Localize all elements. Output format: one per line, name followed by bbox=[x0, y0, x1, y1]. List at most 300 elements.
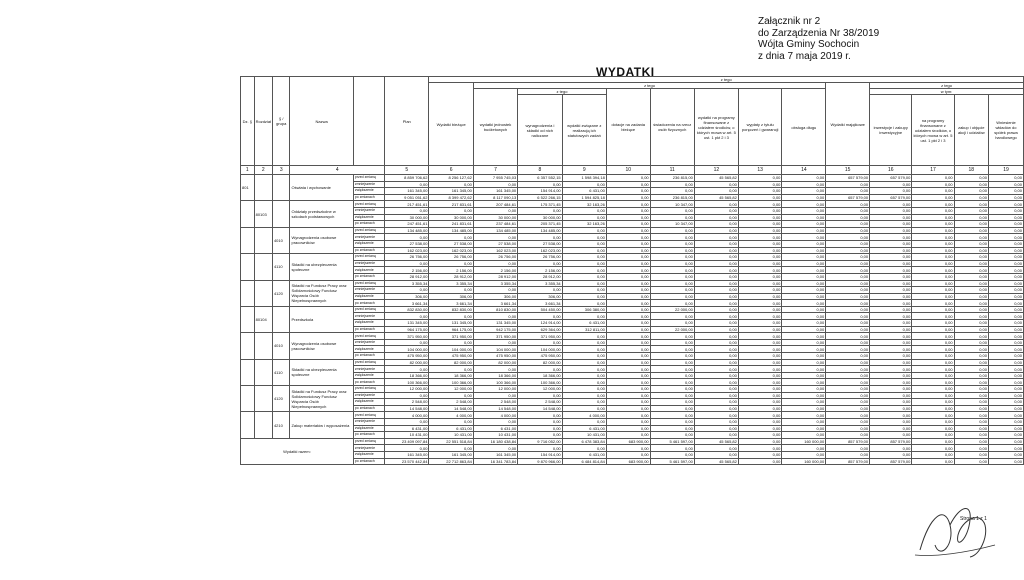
col-dz: Dz. § bbox=[241, 77, 255, 166]
value-cell: 0,00 bbox=[518, 313, 562, 320]
value-cell: 0,00 bbox=[988, 194, 1023, 201]
value-cell: 8 859 706,62 bbox=[385, 175, 429, 182]
name-cell: Oświata i wychowanie bbox=[290, 175, 353, 201]
value-cell: 3 661,34 bbox=[518, 300, 562, 307]
value-cell: 0,00 bbox=[518, 287, 562, 294]
value-cell: 0,00 bbox=[738, 359, 782, 366]
value-cell: 0,00 bbox=[518, 418, 562, 425]
value-cell: 3 355,34 bbox=[518, 280, 562, 287]
row-kind-label: zwiększenie bbox=[353, 320, 384, 327]
row-kind-label: zwiększenie bbox=[353, 451, 384, 458]
col-zakup-akcji: zakup i objęcie akcji i udziałów bbox=[954, 95, 988, 166]
value-cell: 0,00 bbox=[385, 313, 429, 320]
value-cell: 0,00 bbox=[606, 273, 650, 280]
value-cell: 0,00 bbox=[562, 273, 606, 280]
value-cell: 0,00 bbox=[988, 207, 1023, 214]
value-cell: 0,00 bbox=[870, 353, 912, 360]
value-cell: 0,00 bbox=[954, 227, 988, 234]
value-cell: 0,00 bbox=[782, 326, 826, 333]
table-row bbox=[241, 227, 1024, 234]
value-cell: 0,00 bbox=[870, 247, 912, 254]
value-cell: 28 912,00 bbox=[473, 273, 517, 280]
value-cell: 0,00 bbox=[782, 227, 826, 234]
value-cell: 0,00 bbox=[606, 320, 650, 327]
value-cell: 100 366,00 bbox=[429, 379, 473, 386]
table-row bbox=[241, 175, 1024, 182]
value-cell: 0,00 bbox=[988, 405, 1023, 412]
value-cell: 0,00 bbox=[738, 181, 782, 188]
signature-image bbox=[910, 495, 1000, 565]
value-cell: 0,00 bbox=[518, 339, 562, 346]
value-cell: 0,00 bbox=[606, 175, 650, 182]
value-cell: 0,00 bbox=[606, 267, 650, 274]
table-row bbox=[241, 399, 1024, 406]
value-cell: 0,00 bbox=[870, 425, 912, 432]
value-cell: 0,00 bbox=[606, 326, 650, 333]
value-cell: 0,00 bbox=[782, 240, 826, 247]
value-cell: 0,00 bbox=[954, 432, 988, 439]
value-cell: 0,00 bbox=[473, 234, 517, 241]
value-cell: 810 830,00 bbox=[473, 306, 517, 313]
row-kind-label: zmniejszenie bbox=[353, 260, 384, 267]
rozdzial-cell bbox=[254, 386, 272, 412]
row-kind-label: po zmianach bbox=[353, 353, 384, 360]
row-kind-label: po zmianach bbox=[353, 432, 384, 439]
value-cell: 0,00 bbox=[518, 260, 562, 267]
value-cell: 0,00 bbox=[738, 273, 782, 280]
value-cell: 0,00 bbox=[912, 306, 954, 313]
value-cell: 3 355,34 bbox=[429, 280, 473, 287]
value-cell: 0,00 bbox=[954, 175, 988, 182]
value-cell: 0,00 bbox=[782, 386, 826, 393]
row-kind-label: zmniejszenie bbox=[353, 287, 384, 294]
value-cell: 0,00 bbox=[870, 372, 912, 379]
value-cell: 0,00 bbox=[826, 267, 870, 274]
value-cell: 0,00 bbox=[694, 432, 738, 439]
value-cell: 0,00 bbox=[826, 293, 870, 300]
dz-cell: 801 bbox=[241, 175, 255, 201]
value-cell: 0,00 bbox=[429, 207, 473, 214]
value-cell: 0,00 bbox=[606, 227, 650, 234]
value-cell: 942 175,00 bbox=[473, 326, 517, 333]
value-cell: 82 000,00 bbox=[473, 359, 517, 366]
value-cell: 0,00 bbox=[988, 412, 1023, 419]
value-cell: 3 661,34 bbox=[473, 300, 517, 307]
value-cell: 0,00 bbox=[912, 425, 954, 432]
row-kind-label: po zmianach bbox=[353, 273, 384, 280]
value-cell: 0,00 bbox=[912, 326, 954, 333]
value-cell: 18 366,00 bbox=[429, 372, 473, 379]
value-cell: 0,00 bbox=[988, 438, 1023, 445]
value-cell: 10 347,00 bbox=[650, 221, 694, 228]
value-cell: 26 756,00 bbox=[429, 254, 473, 261]
col-number: 9 bbox=[562, 166, 606, 175]
value-cell: 207 484,61 bbox=[473, 201, 517, 208]
value-cell: 0,00 bbox=[650, 445, 694, 452]
value-cell: 160 000,00 bbox=[782, 438, 826, 445]
value-cell: 0,00 bbox=[954, 194, 988, 201]
table-row bbox=[241, 306, 1024, 313]
value-cell: 0,00 bbox=[988, 188, 1023, 195]
value-cell: 0,00 bbox=[988, 240, 1023, 247]
value-cell: 0,00 bbox=[694, 188, 738, 195]
table-row bbox=[241, 359, 1024, 366]
value-cell: 0,00 bbox=[650, 432, 694, 439]
value-cell: 27 538,00 bbox=[473, 240, 517, 247]
row-kind-label: zmniejszenie bbox=[353, 313, 384, 320]
value-cell: 0,00 bbox=[826, 386, 870, 393]
value-cell: 0,00 bbox=[694, 412, 738, 419]
table-row bbox=[241, 247, 1024, 254]
value-cell: 0,00 bbox=[738, 267, 782, 274]
value-cell: 0,00 bbox=[870, 240, 912, 247]
dz-cell bbox=[241, 333, 255, 359]
value-cell: 0,00 bbox=[429, 234, 473, 241]
value-cell: 7 955 745,03 bbox=[473, 175, 517, 182]
value-cell: 0,00 bbox=[870, 405, 912, 412]
value-cell: 6 431,00 bbox=[385, 425, 429, 432]
value-cell: 0,00 bbox=[694, 313, 738, 320]
col-number: 6 bbox=[429, 166, 473, 175]
value-cell: 0,00 bbox=[738, 333, 782, 340]
col-number: 11 bbox=[650, 166, 694, 175]
value-cell: 0,00 bbox=[826, 412, 870, 419]
value-cell: 0,00 bbox=[650, 333, 694, 340]
table-row bbox=[241, 254, 1024, 261]
value-cell: 0,00 bbox=[562, 207, 606, 214]
value-cell: 0,00 bbox=[826, 418, 870, 425]
value-cell: 0,00 bbox=[870, 392, 912, 399]
value-cell: 1 594 825,18 bbox=[562, 194, 606, 201]
value-cell: 0,00 bbox=[429, 313, 473, 320]
value-cell: 0,00 bbox=[870, 445, 912, 452]
value-cell: 306 380,00 bbox=[562, 306, 606, 313]
value-cell: 6 431,00 bbox=[429, 425, 473, 432]
value-cell: 6 431,00 bbox=[562, 425, 606, 432]
value-cell: 832 830,00 bbox=[385, 306, 429, 313]
value-cell: 0,00 bbox=[782, 293, 826, 300]
value-cell: 82 000,00 bbox=[518, 359, 562, 366]
value-cell: 0,00 bbox=[870, 181, 912, 188]
expenditure-table bbox=[240, 76, 1024, 465]
value-cell: 0,00 bbox=[870, 287, 912, 294]
value-cell: 27 538,00 bbox=[429, 240, 473, 247]
value-cell: 0,00 bbox=[782, 399, 826, 406]
value-cell: 16 180 438,84 bbox=[473, 438, 517, 445]
value-cell: 0,00 bbox=[606, 359, 650, 366]
value-cell: 0,00 bbox=[694, 247, 738, 254]
value-cell: 0,00 bbox=[694, 234, 738, 241]
col-obsluga: obsługa długu bbox=[782, 89, 826, 166]
value-cell: 0,00 bbox=[782, 287, 826, 294]
value-cell: 0,00 bbox=[870, 188, 912, 195]
value-cell: 0,00 bbox=[694, 399, 738, 406]
value-cell: 0,00 bbox=[694, 240, 738, 247]
total-label: Wydatki razem: bbox=[241, 438, 354, 464]
value-cell: 160 000,00 bbox=[782, 458, 826, 465]
value-cell: 0,00 bbox=[606, 254, 650, 261]
row-kind-label: po zmianach bbox=[353, 221, 384, 228]
value-cell: 0,00 bbox=[606, 194, 650, 201]
value-cell: 0,00 bbox=[694, 201, 738, 208]
value-cell: 0,00 bbox=[738, 320, 782, 327]
rozdzial-cell bbox=[254, 227, 272, 253]
row-kind-label: zwiększenie bbox=[353, 399, 384, 406]
value-cell: 0,00 bbox=[738, 280, 782, 287]
row-kind-label: przed zmianą bbox=[353, 280, 384, 287]
value-cell: 0,00 bbox=[988, 267, 1023, 274]
value-cell: 4 000,00 bbox=[385, 412, 429, 419]
value-cell: 0,00 bbox=[912, 280, 954, 287]
value-cell: 0,00 bbox=[826, 405, 870, 412]
col-number: 2 bbox=[254, 166, 272, 175]
name-cell: Składki na ubezpieczenia społeczne bbox=[290, 254, 353, 280]
value-cell: 0,00 bbox=[473, 207, 517, 214]
value-cell: 0,00 bbox=[429, 181, 473, 188]
value-cell: 0,00 bbox=[650, 372, 694, 379]
col-number: 15 bbox=[826, 166, 870, 175]
name-cell: Oddziały przedszkolne w szkołach podstawowych bbox=[290, 201, 353, 227]
value-cell: 0,00 bbox=[988, 181, 1023, 188]
row-kind-label: przed zmianą bbox=[353, 175, 384, 182]
value-cell: 0,00 bbox=[870, 366, 912, 373]
value-cell: 371 950,00 bbox=[473, 333, 517, 340]
value-cell: 0,00 bbox=[606, 451, 650, 458]
value-cell: 0,00 bbox=[562, 260, 606, 267]
col-rozdzial: Rozdział bbox=[254, 77, 272, 166]
col-wydatki-biezace: Wydatki bieżące bbox=[429, 83, 473, 166]
value-cell: 0,00 bbox=[694, 221, 738, 228]
value-cell: 0,00 bbox=[782, 432, 826, 439]
value-cell: 18 366,00 bbox=[473, 372, 517, 379]
value-cell: 0,00 bbox=[518, 425, 562, 432]
value-cell: 0,00 bbox=[782, 359, 826, 366]
value-cell: 0,00 bbox=[385, 287, 429, 294]
value-cell: 0,00 bbox=[650, 418, 694, 425]
value-cell: 0,00 bbox=[912, 247, 954, 254]
value-cell: 0,00 bbox=[562, 240, 606, 247]
value-cell: 0,00 bbox=[826, 333, 870, 340]
row-kind-label: zwiększenie bbox=[353, 214, 384, 221]
value-cell: 0,00 bbox=[988, 287, 1023, 294]
name-cell: Składki na ubezpieczenia społeczne bbox=[290, 359, 353, 385]
value-cell: 0,00 bbox=[694, 306, 738, 313]
value-cell: 0,00 bbox=[988, 201, 1023, 208]
total-row bbox=[241, 451, 1024, 458]
value-cell: 0,00 bbox=[954, 412, 988, 419]
value-cell: 0,00 bbox=[782, 306, 826, 313]
value-cell: 0,00 bbox=[954, 372, 988, 379]
value-cell: 0,00 bbox=[954, 300, 988, 307]
value-cell: 4 000,00 bbox=[562, 412, 606, 419]
value-cell: 22 712 863,84 bbox=[429, 458, 473, 465]
table-row bbox=[241, 366, 1024, 373]
value-cell: 4 000,00 bbox=[473, 412, 517, 419]
table-row bbox=[241, 339, 1024, 346]
value-cell: 131 345,00 bbox=[473, 320, 517, 327]
table-row bbox=[241, 392, 1024, 399]
value-cell: 0,00 bbox=[954, 234, 988, 241]
value-cell: 27 538,00 bbox=[518, 240, 562, 247]
row-kind-label: zmniejszenie bbox=[353, 207, 384, 214]
value-cell: 0,00 bbox=[954, 418, 988, 425]
value-cell: 10 431,00 bbox=[473, 432, 517, 439]
value-cell: 0,00 bbox=[473, 313, 517, 320]
table-row bbox=[241, 293, 1024, 300]
value-cell: 30 000,00 bbox=[385, 214, 429, 221]
col-wydatki-jednostek: wydatki jednostek budżetowych bbox=[473, 89, 517, 166]
row-kind-label: po zmianach bbox=[353, 458, 384, 465]
value-cell: 0,00 bbox=[606, 405, 650, 412]
value-cell: 0,00 bbox=[782, 175, 826, 182]
value-cell: 0,00 bbox=[385, 366, 429, 373]
value-cell: 0,00 bbox=[694, 280, 738, 287]
value-cell: 0,00 bbox=[826, 359, 870, 366]
value-cell: 0,00 bbox=[782, 254, 826, 261]
value-cell: 0,00 bbox=[694, 359, 738, 366]
value-cell: 0,00 bbox=[606, 392, 650, 399]
value-cell: 0,00 bbox=[912, 201, 954, 208]
value-cell: 32 163,26 bbox=[562, 201, 606, 208]
value-cell: 104 000,00 bbox=[385, 346, 429, 353]
value-cell: 0,00 bbox=[429, 339, 473, 346]
value-cell: 0,00 bbox=[826, 221, 870, 228]
value-cell: 0,00 bbox=[954, 254, 988, 261]
col-number: 4 bbox=[290, 166, 385, 175]
value-cell: 0,00 bbox=[912, 392, 954, 399]
value-cell: 247 451,61 bbox=[385, 221, 429, 228]
value-cell: 0,00 bbox=[694, 293, 738, 300]
value-cell: 0,00 bbox=[826, 399, 870, 406]
value-cell: 9 716 052,00 bbox=[518, 438, 562, 445]
value-cell: 0,00 bbox=[606, 300, 650, 307]
table-row bbox=[241, 300, 1024, 307]
value-cell: 0,00 bbox=[954, 425, 988, 432]
value-cell: 0,00 bbox=[912, 207, 954, 214]
value-cell: 0,00 bbox=[518, 392, 562, 399]
value-cell: 0,00 bbox=[738, 214, 782, 221]
row-kind-label: zwiększenie bbox=[353, 425, 384, 432]
value-cell: 0,00 bbox=[650, 207, 694, 214]
value-cell: 0,00 bbox=[954, 320, 988, 327]
value-cell: 0,00 bbox=[988, 260, 1023, 267]
value-cell: 0,00 bbox=[518, 366, 562, 373]
value-cell: 2 156,00 bbox=[473, 267, 517, 274]
value-cell: 22 000,00 bbox=[650, 326, 694, 333]
value-cell: 0,00 bbox=[988, 247, 1023, 254]
col-number: 5 bbox=[385, 166, 429, 175]
paragraf-cell bbox=[272, 306, 290, 332]
value-cell: 0,00 bbox=[782, 418, 826, 425]
value-cell: 0,00 bbox=[912, 267, 954, 274]
value-cell: 0,00 bbox=[738, 346, 782, 353]
col-dotacje: dotacje na zadania bieżące bbox=[606, 89, 650, 166]
value-cell: 0,00 bbox=[473, 366, 517, 373]
col-poreczenia: wypłaty z tytułu poręczeń i gwarancji bbox=[738, 89, 782, 166]
value-cell: 0,00 bbox=[988, 451, 1023, 458]
value-cell: 683 900,00 bbox=[606, 458, 650, 465]
value-cell: 0,00 bbox=[694, 425, 738, 432]
value-cell: 0,00 bbox=[562, 181, 606, 188]
value-cell: 0,00 bbox=[954, 240, 988, 247]
value-cell: 0,00 bbox=[738, 372, 782, 379]
value-cell: 0,00 bbox=[954, 353, 988, 360]
paragraf-cell: 4010 bbox=[272, 227, 290, 253]
value-cell: 10 431,00 bbox=[385, 432, 429, 439]
row-kind-label: przed zmianą bbox=[353, 201, 384, 208]
value-cell: 0,00 bbox=[912, 346, 954, 353]
value-cell: 0,00 bbox=[429, 260, 473, 267]
value-cell: 0,00 bbox=[738, 326, 782, 333]
table-row bbox=[241, 386, 1024, 393]
value-cell: 0,00 bbox=[650, 359, 694, 366]
value-cell: 0,00 bbox=[694, 333, 738, 340]
value-cell: 0,00 bbox=[954, 346, 988, 353]
value-cell: 312 811,00 bbox=[562, 326, 606, 333]
col-number: 8 bbox=[518, 166, 562, 175]
value-cell: 0,00 bbox=[694, 207, 738, 214]
value-cell: 0,00 bbox=[738, 438, 782, 445]
value-cell: 0,00 bbox=[826, 227, 870, 234]
value-cell: 0,00 bbox=[988, 293, 1023, 300]
value-cell: 0,00 bbox=[562, 346, 606, 353]
value-cell: 0,00 bbox=[826, 240, 870, 247]
value-cell: 0,00 bbox=[782, 379, 826, 386]
value-cell: 0,00 bbox=[954, 313, 988, 320]
value-cell: 0,00 bbox=[988, 372, 1023, 379]
row-kind-label: po zmianach bbox=[353, 379, 384, 386]
value-cell: 0,00 bbox=[694, 300, 738, 307]
table-row bbox=[241, 260, 1024, 267]
row-kind-label: przed zmianą bbox=[353, 333, 384, 340]
value-cell: 175 371,45 bbox=[518, 201, 562, 208]
value-cell: 26 756,00 bbox=[473, 254, 517, 261]
value-cell: 0,00 bbox=[694, 366, 738, 373]
value-cell: 0,00 bbox=[738, 418, 782, 425]
value-cell: 0,00 bbox=[385, 260, 429, 267]
value-cell: 2 156,00 bbox=[518, 267, 562, 274]
value-cell: 0,00 bbox=[473, 287, 517, 294]
table-row bbox=[241, 425, 1024, 432]
value-cell: 0,00 bbox=[912, 405, 954, 412]
value-cell: 475 950,00 bbox=[473, 353, 517, 360]
value-cell: 0,00 bbox=[606, 247, 650, 254]
value-cell: 0,00 bbox=[954, 293, 988, 300]
value-cell: 0,00 bbox=[650, 267, 694, 274]
value-cell: 3 355,34 bbox=[385, 280, 429, 287]
value-cell: 0,00 bbox=[954, 221, 988, 228]
value-cell: 0,00 bbox=[870, 386, 912, 393]
value-cell: 0,00 bbox=[954, 339, 988, 346]
dz-cell bbox=[241, 306, 255, 332]
z-tego-header: z tego bbox=[429, 77, 1024, 83]
value-cell: 12 000,00 bbox=[473, 386, 517, 393]
value-cell: 8 399 472,62 bbox=[429, 194, 473, 201]
value-cell: 0,00 bbox=[988, 326, 1023, 333]
value-cell: 45 565,82 bbox=[694, 194, 738, 201]
rozdzial-cell bbox=[254, 254, 272, 280]
value-cell: 0,00 bbox=[694, 267, 738, 274]
value-cell: 0,00 bbox=[954, 306, 988, 313]
value-cell: 0,00 bbox=[912, 300, 954, 307]
value-cell: 683 900,00 bbox=[606, 438, 650, 445]
value-cell: 0,00 bbox=[826, 313, 870, 320]
value-cell: 0,00 bbox=[694, 346, 738, 353]
value-cell: 0,00 bbox=[988, 346, 1023, 353]
value-cell: 0,00 bbox=[870, 326, 912, 333]
value-cell: 134 485,00 bbox=[385, 227, 429, 234]
col-zwiazane: wydatki związane z realizacją ich statutowych zadań bbox=[562, 95, 606, 166]
